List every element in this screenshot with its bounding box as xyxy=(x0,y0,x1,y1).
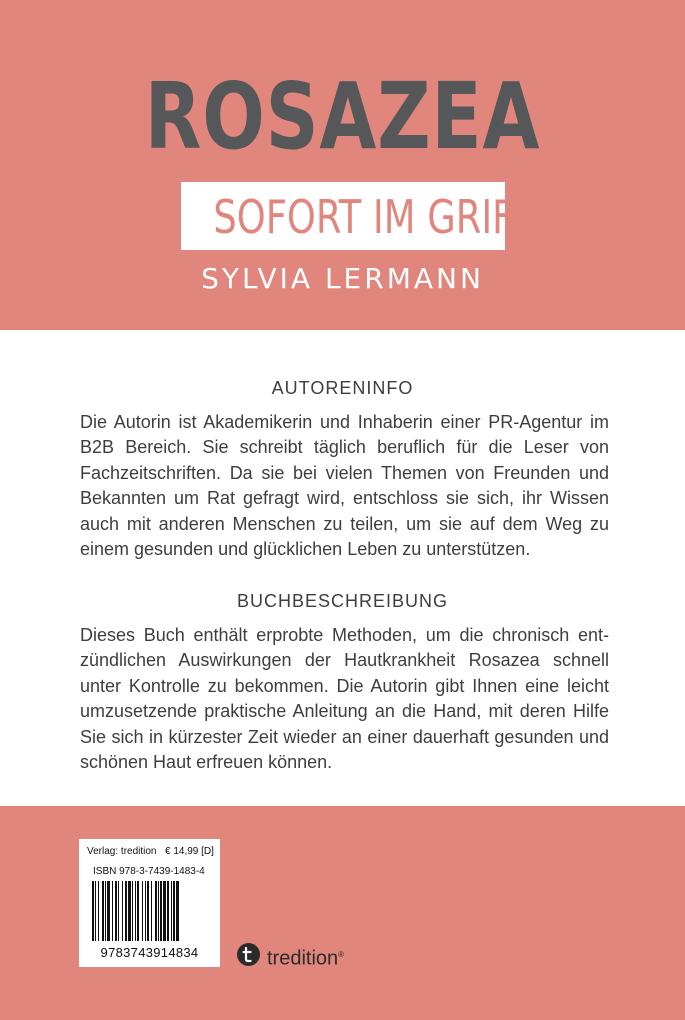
book-description-text: Dieses Buch enthält erprobte Methoden, um die chronisch entzündlichen Auswirkungen der Hautkrankheit Rosazea schnell unter Kontrolle zu bekommen. Die Autorin gibt Ihnen eine leicht umzusetzende praktische Anleitung an die Hand, mit deren Hilfe Sie sich in kürzester Zeit wieder an einer dauerhaft gesunden und schönen Haut erfreuen können. xyxy=(80,625,609,773)
barcode-bar xyxy=(145,881,146,941)
subtitle-box xyxy=(181,182,535,250)
publisher-logo xyxy=(237,943,367,970)
book-title: ROSAZEA xyxy=(144,63,541,170)
publisher-line: Verlag: tredition xyxy=(87,846,157,857)
barcode-bar xyxy=(163,881,166,941)
barcode-bar xyxy=(115,881,117,941)
publisher-logo-text: tredition® xyxy=(267,947,345,970)
barcode-bar xyxy=(95,881,96,941)
author-info-text: Die Autorin ist Akademikerin und Inhaberin einer PR-Agentur im B2B Bereich. Sie schreibt täglich beruflich für die Leser von Fachzeitschriften. Da sie bei vielen Themen von Freunden und Bekannten um Rat gefragt wird, entschloss sie sich, ihr Wissen auch mit anderen Menschen zu teilen, um sie auf dem Weg zu einem gesunden und glücklichen Leben zu unterstützen. xyxy=(80,412,609,560)
barcode-bar xyxy=(137,881,139,941)
barcode-bar xyxy=(107,881,110,941)
book-subtitle: SOFORT IM GRIFF xyxy=(213,190,535,244)
barcode-label xyxy=(79,839,220,967)
barcode-bar xyxy=(167,881,169,941)
author-info-heading: AUTORENINFO xyxy=(271,378,414,398)
barcode-bar xyxy=(132,881,133,941)
barcode-bar xyxy=(160,881,162,941)
barcode-bar xyxy=(128,881,131,941)
barcode-bar xyxy=(147,881,149,941)
barcode-bar xyxy=(102,881,104,941)
tredition-logo-icon xyxy=(237,943,260,966)
barcode-bar xyxy=(92,881,94,941)
barcode-bar xyxy=(118,881,119,941)
barcode-bar xyxy=(171,881,172,941)
barcode-bar xyxy=(135,881,136,941)
barcode-bar xyxy=(125,881,127,941)
barcode-bar xyxy=(158,881,159,941)
barcode-bar xyxy=(98,881,99,941)
barcode-bars xyxy=(92,881,207,941)
barcode-number: 9783743914834 xyxy=(100,945,199,960)
barcode-bar xyxy=(105,881,106,941)
price-line: € 14,99 [D] xyxy=(165,846,214,857)
barcode-bar xyxy=(176,881,179,941)
barcode-bar xyxy=(112,881,113,941)
barcode-bar xyxy=(155,881,157,941)
barcode-bar xyxy=(151,881,152,941)
barcode-bar xyxy=(173,881,175,941)
barcode-bar xyxy=(122,881,123,941)
book-description-heading: BUCHBESCHREIBUNG xyxy=(236,591,449,611)
author-name: SYLVIA LERMANN xyxy=(201,262,484,295)
barcode-bar xyxy=(142,881,143,941)
isbn-line: ISBN 978-3-7439-1483-4 xyxy=(93,866,205,877)
